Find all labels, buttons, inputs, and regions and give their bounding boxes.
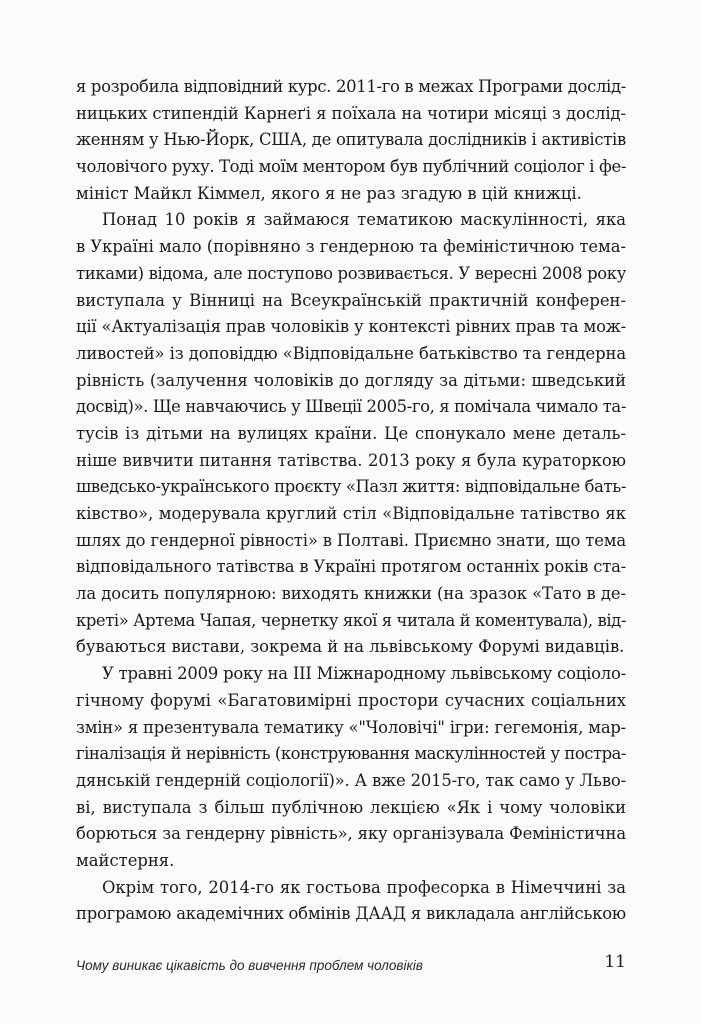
text-line: женням у Нью-Йорк, США, де опитувала дослідників і активістів [76, 130, 626, 150]
text-line: Понад 10 років я займаюся тематикою маскулінності, яка [102, 210, 626, 230]
body-text [76, 74, 626, 928]
text-line: програмою академічних обмінів ДААД я викладала англійською [76, 904, 626, 924]
text-line: майстерня. [76, 850, 175, 870]
text-line: шлях до гендерної рівності» в Полтаві. Приємно знати, що тема [76, 530, 626, 550]
text-line: ливостей» із доповіддю «Відповідальне батьківство та гендерна [76, 343, 626, 363]
text-line: гічному форумі «Багатовимірні простори сучасних соціальних [76, 690, 626, 710]
text-line: гіналізація й нерівність (конструювання маскулінностей у постра- [76, 744, 626, 764]
text-line: відповідального татівства в Україні протягом останніх років ста- [76, 557, 626, 577]
text-line: шведсько-українського проєкту «Пазл життя: відповідальне бать- [76, 477, 626, 497]
text-line: ла досить популярною: виходять книжки (на зразок «Тато в де- [76, 584, 626, 604]
text-line: дянській гендерній соціології)». А вже 2015-го, так само у Льво- [76, 770, 626, 790]
text-line: У травні 2009 року на III Міжнародному львівському соціоло- [102, 664, 626, 684]
text-line: в Україні мало (порівняно з гендерною та феміністичною тема- [76, 237, 626, 257]
text-line: я розробила відповідний курс. 2011-го в межах Програми дослід- [76, 77, 626, 96]
text-line: Окрім того, 2014-го як гостьова професорка в Німеччині за [102, 877, 626, 897]
text-line: мініст Майкл Кіммел, якого я не раз згадую в цій книжці. [76, 183, 582, 203]
text-line: виступала у Вінниці на Всеукраїнській практичній конферен- [76, 290, 626, 310]
text-line: досвід)». Ще навчаючись у Швеції 2005-го, я помічала чимало та- [76, 397, 626, 417]
text-line: рівність (залучення чоловіків до догляду за дітьми: шведський [76, 370, 626, 390]
text-line: буваються вистави, зокрема й на львівському Форумі видавців. [76, 637, 625, 657]
text-line: ницьких стипендій Карнеґі я поїхала на чотири місяці з дослід- [76, 103, 626, 123]
text-line: тиками) відома, але поступово розвивається. У вересні 2008 року [76, 263, 626, 283]
text-line: борються за гендерну рівність», яку організувала Феміністична [76, 824, 626, 844]
text-line: ніше вивчити питання татівства. 2013 року я була кураторкою [76, 450, 626, 470]
text-line: ції «Актуалізація прав чоловіків у контексті рівних прав та мож- [76, 317, 626, 337]
text-line: тусів із дітьми на вулицях країни. Це спонукало мене деталь- [76, 423, 626, 443]
text-line: креті» Артема Чапая, чернетку якої я читала й коментувала), від- [76, 610, 626, 630]
text-line: ківство», модерувала круглий стіл «Відповідальне татівство як [76, 504, 626, 523]
text-line: ві, виступала з більш публічною лекцією «Як і чому чоловіки [76, 797, 626, 817]
text-line: чоловічого руху. Тоді моїм ментором був публічний соціолог і фе- [76, 157, 626, 177]
running-title: Чому виникає цікавість до вивчення проблем чоловіків [76, 958, 423, 973]
page-number: 11 [604, 952, 626, 972]
text-line: змін» я презентувала тематику «"Чоловічі" ігри: гегемонія, мар- [76, 717, 626, 737]
